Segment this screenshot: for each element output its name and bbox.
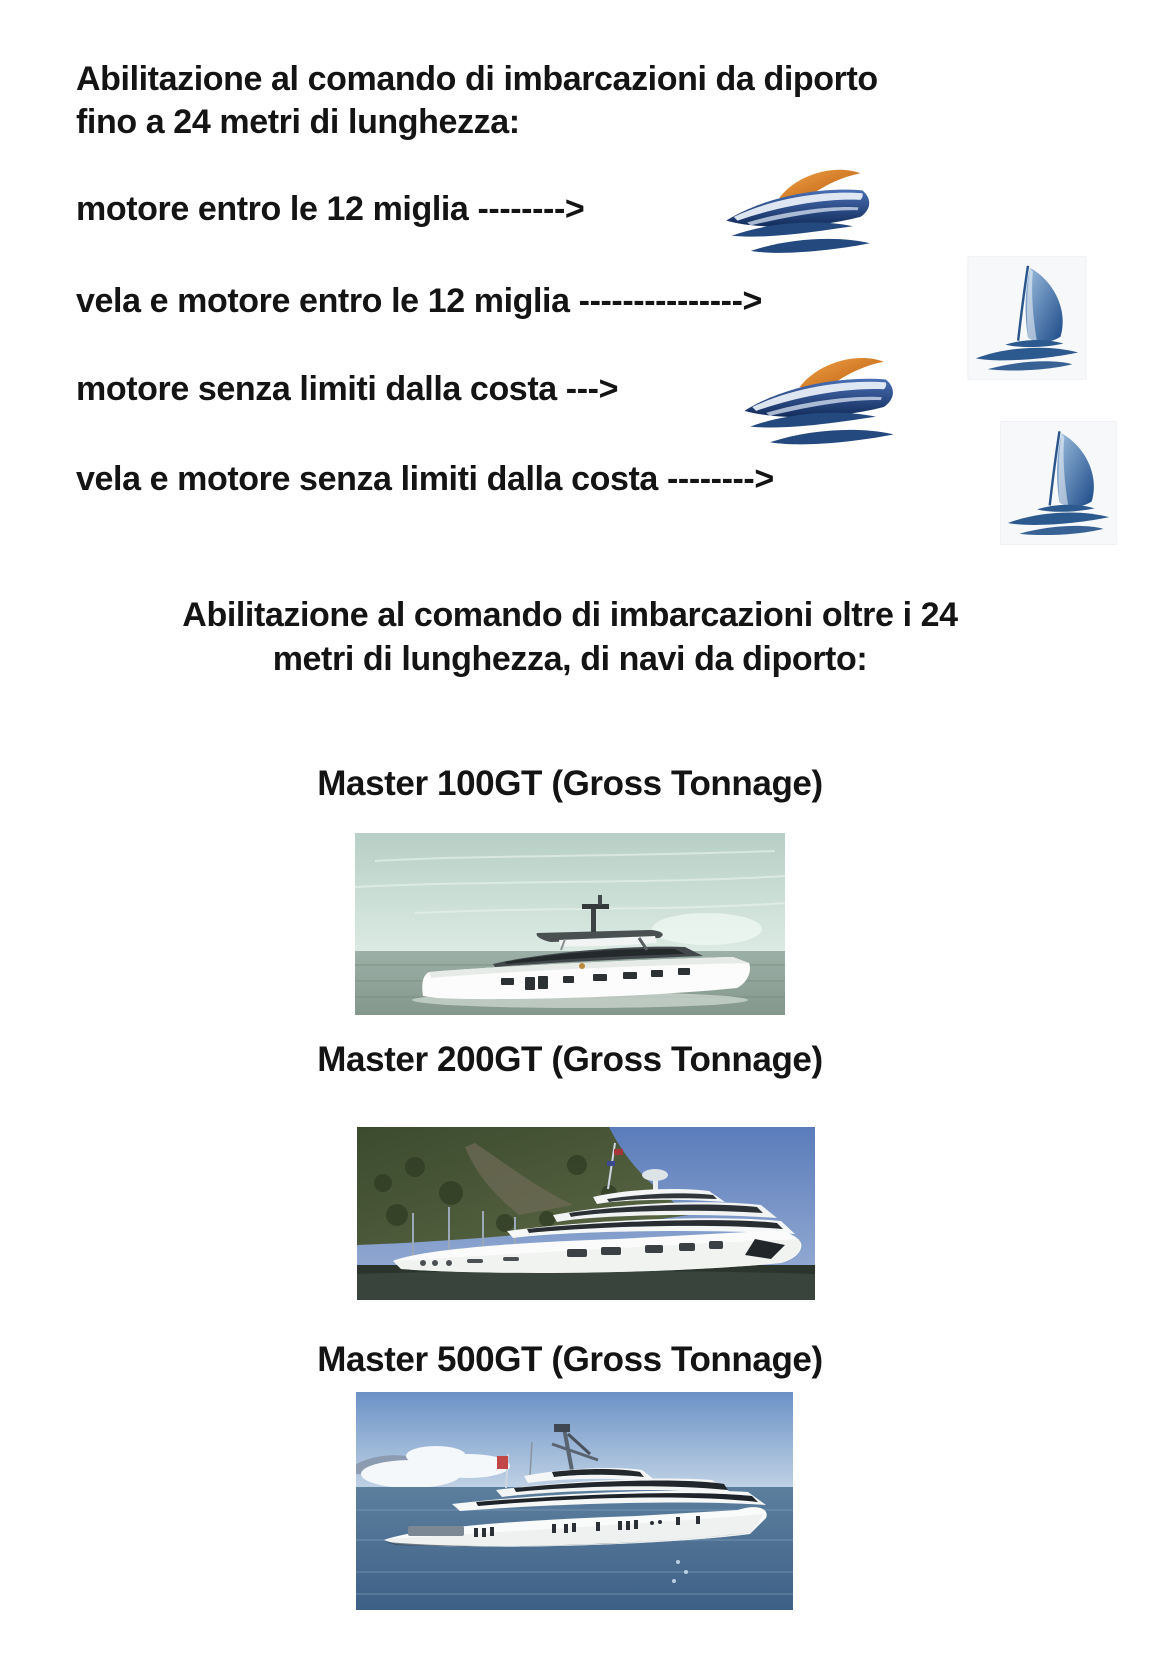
yacht-photo-200gt bbox=[357, 1127, 815, 1300]
motorboat-icon bbox=[736, 350, 904, 458]
master-200gt-title: Master 200GT (Gross Tonnage) bbox=[317, 1040, 823, 1079]
license-row-motor-12-miles: motore entro le 12 miglia --------> bbox=[76, 190, 585, 228]
section2-heading-line2: metri di lunghezza, di navi da diporto: bbox=[272, 639, 868, 678]
yacht-photo-500gt bbox=[356, 1392, 793, 1610]
license-row-sail-motor-no-limits: vela e motore senza limiti dalla costa --------> bbox=[76, 460, 774, 498]
section1-heading-line2: fino a 24 metri di lunghezza: bbox=[76, 102, 520, 141]
sailboat-icon bbox=[966, 256, 1088, 380]
section1-heading bbox=[76, 58, 1086, 143]
section2-heading-line1: Abilitazione al comando di imbarcazioni oltre i 24 bbox=[182, 596, 958, 634]
section1-heading-line1: Abilitazione al comando di imbarcazioni da diporto bbox=[76, 60, 878, 98]
master-100gt-title: Master 100GT (Gross Tonnage) bbox=[317, 764, 823, 803]
section2-heading bbox=[0, 594, 1140, 681]
master-500gt-title: Master 500GT (Gross Tonnage) bbox=[317, 1340, 823, 1379]
yacht-photo-100gt bbox=[355, 833, 785, 1015]
motorboat-icon bbox=[718, 162, 880, 266]
license-row-sail-motor-12-miles: vela e motore entro le 12 miglia ---------------> bbox=[76, 282, 762, 320]
license-row-motor-no-limits: motore senza limiti dalla costa ---> bbox=[76, 370, 619, 408]
sailboat-icon bbox=[1000, 420, 1117, 546]
